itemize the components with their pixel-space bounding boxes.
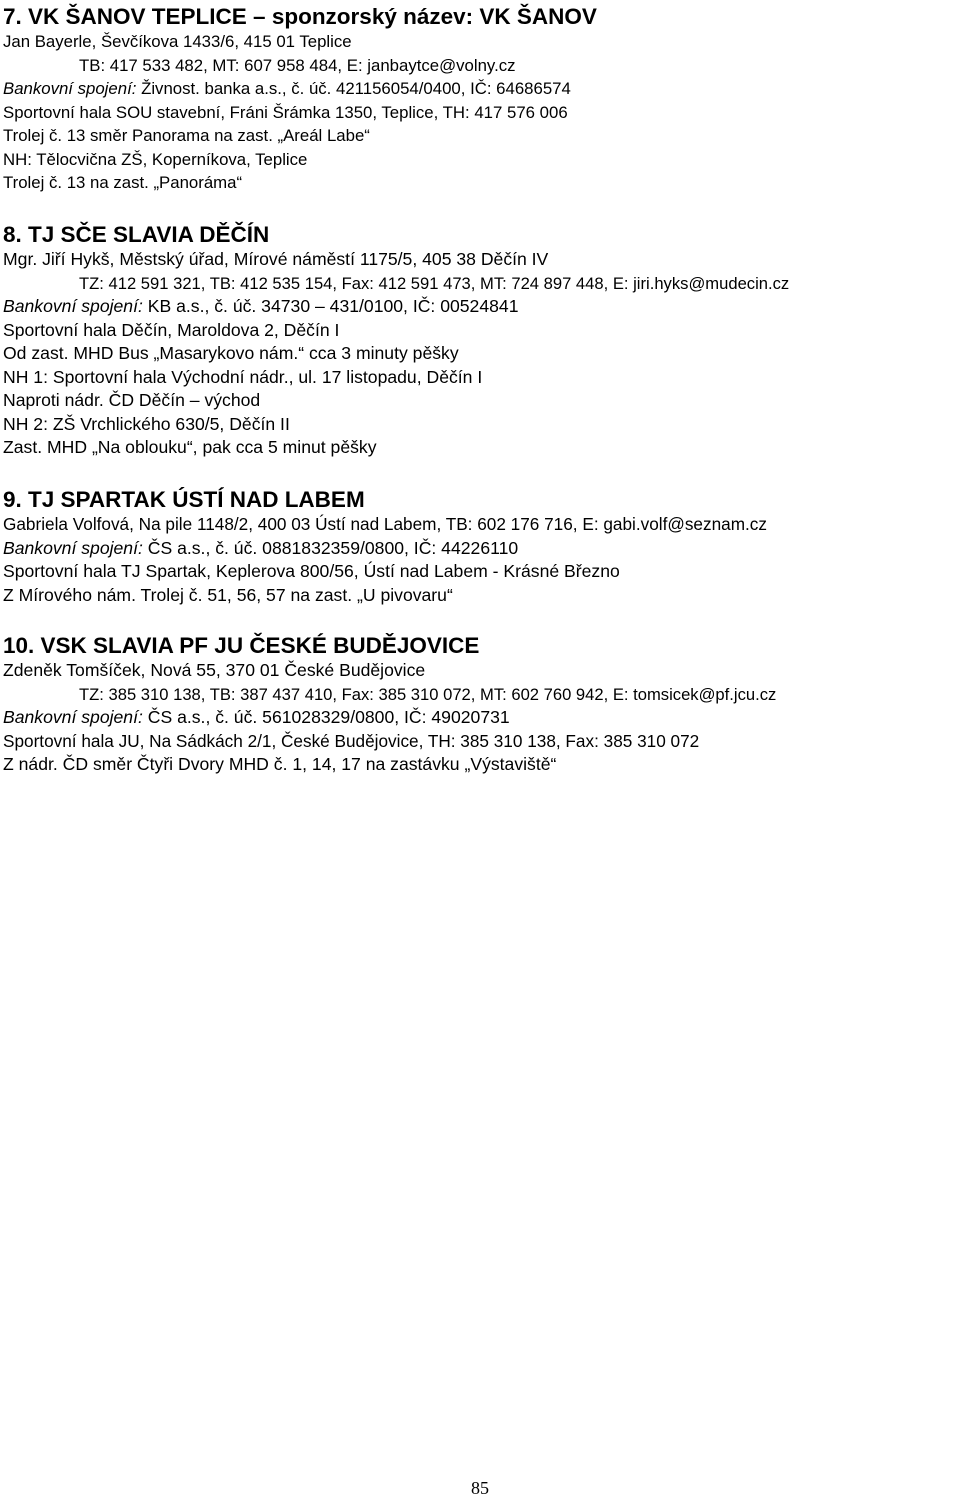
section-tj-spartak-usti: [3, 487, 958, 607]
directions: Z Mírového nám. Trolej č. 51, 56, 57 na zast. „U pivovaru“: [3, 584, 453, 605]
bank-info: [3, 537, 958, 561]
venue: Sportovní hala JU, Na Sádkách 2/1, České Budějovice, TH: 385 310 138, Fax: 385 310 072: [3, 730, 700, 751]
venue: Sportovní hala TJ Spartak, Keplerova 800/56, Ústí nad Labem - Krásné Březno: [3, 561, 620, 581]
alternate-directions-2: Zast. MHD „Na oblouku“, pak cca 5 minut pěšky: [3, 437, 377, 457]
section-tj-sce-slavia-decin: [3, 222, 958, 460]
section-vk-sanov-teplice: [3, 4, 958, 195]
directions: Trolej č. 13 směr Panorama na zast. „Areál Labe“: [3, 126, 370, 145]
directions: Z nádr. ČD směr Čtyři Dvory MHD č. 1, 14, 17 na zastávku „Výstaviště“: [3, 754, 557, 774]
section-vsk-slavia-ceske-budejovice: [3, 633, 958, 777]
bank-label: Bankovní spojení:: [3, 296, 143, 316]
contact-phones: TZ: 385 310 138, TB: 387 437 410, Fax: 385 310 072, MT: 602 760 942, E: tomsicek@pf.jcu.cz: [79, 684, 777, 704]
bank-info: [3, 77, 958, 101]
bank-value: Živnost. banka a.s., č. úč. 421156054/0400, IČ: 64686574: [136, 79, 571, 98]
section-heading: 8. TJ SČE SLAVIA DĚČÍN: [3, 222, 270, 247]
contact-person: Mgr. Jiří Hykš, Městský úřad, Mírové náměstí 1175/5, 405 38 Děčín IV: [3, 249, 549, 269]
contact-phones: TB: 417 533 482, MT: 607 958 484, E: janbaytce@volny.cz: [79, 55, 516, 75]
bank-label: Bankovní spojení:: [3, 79, 137, 98]
contact-person: Gabriela Volfová, Na pile 1148/2, 400 03 Ústí nad Labem, TB: 602 176 716, E: gabi.volf@seznam.cz: [3, 514, 767, 534]
section-heading: 10. VSK SLAVIA PF JU ČESKÉ BUDĚJOVICE: [3, 633, 480, 658]
bank-value: ČS a.s., č. úč. 561028329/0800, IČ: 49020731: [142, 707, 510, 727]
section-heading: 9. TJ SPARTAK ÚSTÍ NAD LABEM: [3, 487, 365, 512]
contact-phones: TZ: 412 591 321, TB: 412 535 154, Fax: 412 591 473, MT: 724 897 448, E: jiri.hyks@mudecin.cz: [79, 273, 790, 293]
alternate-venue-1: NH 1: Sportovní hala Východní nádr., ul. 17 listopadu, Děčín I: [3, 366, 483, 387]
section-heading: 7. VK ŠANOV TEPLICE – sponzorský název: VK ŠANOV: [3, 4, 597, 29]
alternate-directions: Trolej č. 13 na zast. „Panoráma“: [3, 173, 243, 192]
alternate-venue: NH: Tělocvična ZŠ, Koperníkova, Teplice: [3, 149, 308, 169]
contact-person: Zdeněk Tomšíček, Nová 55, 370 01 České Budějovice: [3, 660, 426, 680]
alternate-venue-2: NH 2: ZŠ Vrchlického 630/5, Děčín II: [3, 413, 290, 434]
alternate-directions-1: Naproti nádr. ČD Děčín – východ: [3, 390, 261, 410]
bank-info: [3, 706, 958, 730]
bank-label: Bankovní spojení:: [3, 707, 143, 727]
bank-label: Bankovní spojení:: [3, 537, 143, 558]
bank-value: ČS a.s., č. úč. 0881832359/0800, IČ: 44226110: [142, 537, 519, 558]
directions: Od zast. MHD Bus „Masarykovo nám.“ cca 3 minuty pěšky: [3, 343, 459, 363]
bank-value: KB a.s., č. úč. 34730 – 431/0100, IČ: 00524841: [142, 296, 519, 316]
page-number: 85: [471, 1478, 489, 1498]
venue: Sportovní hala SOU stavební, Fráni Šrámka 1350, Teplice, TH: 417 576 006: [3, 102, 568, 122]
contact-person: Jan Bayerle, Ševčíkova 1433/6, 415 01 Teplice: [3, 32, 352, 51]
bank-info: [3, 295, 958, 319]
venue: Sportovní hala Děčín, Maroldova 2, Děčín I: [3, 319, 340, 340]
